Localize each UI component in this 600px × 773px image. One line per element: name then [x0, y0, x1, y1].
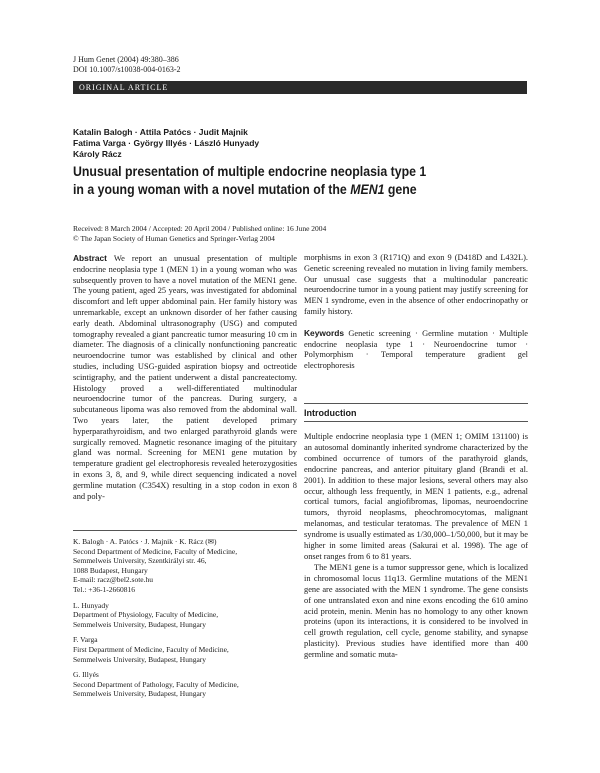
- introduction-heading: Introduction: [304, 408, 357, 418]
- affiliation: [73, 537, 297, 595]
- doi: DOI 10.1007/s10038-004-0163-2: [73, 65, 181, 74]
- affiliation-line: 1088 Budapest, Hungary: [73, 565, 148, 575]
- keywords-text: Genetic screening · Germline mutation · Multiple endocrine neoplasia type 1 · Neuroendocrine tumor · Polymorphism · Temporal temperature gradient gel electrophoresis: [304, 328, 528, 371]
- affiliation-phone: Tel.: +36-1-2660816: [73, 584, 136, 594]
- affiliation-line: Semmelweis University, Budapest, Hungary: [73, 689, 207, 699]
- keywords-label: Keywords: [304, 327, 345, 338]
- affiliation-email: E-mail: racz@bel2.sote.hu: [73, 575, 154, 585]
- affiliation-line: Second Department of Pathology, Faculty of Medicine,: [73, 679, 239, 689]
- introduction-paragraph: Multiple endocrine neoplasia type 1 (MEN 1; OMIM 131100) is an autosomal dominantly inherited syndrome characterized by the combined occurrence of tumors of the parathyroid glands, endocrine pancreas, and anterior pituitary gland (Brandi et al. 2001). In addition to these major lesions, several others may also occur, although less frequently, in MEN 1 patients, e.g., adrenal cortical tumors, facial angiofibromas, lipomas, neuroendocrine tumors, thyroid neoplasms, pheochromocytomas, malignant melanomas, and testicular teratomas. The prevalence of MEN 1 syndrome is usually estimated as 1/30,000–1/50,000, but it may be higher in some limited areas (Sakurai et al. 1998). The age of onset ranges from 6 to 81 years.: [304, 432, 528, 561]
- intro-bottom-rule: [304, 421, 528, 422]
- dates-line: Received: 8 March 2004 / Accepted: 20 April 2004 / Published online: 16 June 2004: [73, 224, 327, 233]
- title-gene: MEN1: [350, 181, 385, 197]
- affiliation-names: G. Illyés: [73, 670, 99, 680]
- introduction-paragraph: The MEN1 gene is a tumor suppressor gene, which is localized in chromosomal locus 11q13. Germline mutations of the MEN1 gene are associated with the MEN 1 syndrome. The gene consists of one untranslated exon and nine exons encoding the 610 amino acid protein, menin. Menin has no homology to any other known proteins (upon its interactions, it is considered to be involved in cell growth regulation, cell cycle, genome stability, and synapse plasticity). Previous studies have identified more than 400 germline and somatic muta-: [304, 562, 528, 660]
- abstract-text: We report an unusual presentation of multiple endocrine neoplasia type 1 (MEN 1) in a young woman who was subsequently proven to have a novel mutation of the MEN1 gene. The young patient, aged 25 years, was investigated for abdominal discomfort and left upper abdominal pain. Her family history was unremarkable, except an unknown disorder of her father causing early death. Abdominal ultrasonography (USG) and computed tomography revealed a giant pancreatic tumor measuring 10 cm in diameter. The diagnosis of a clinically nonfunctioning pancreatic neuroendocrine tumor was established by clinical and other studies, including USG-guided aspiration biopsy and octreotide scintigraphy, and the patient underwent a distal pancreatectomy. Histology proved a well-differentiated multinodular neuroendocrine tumor of the pancreas. During surgery, a subcutaneous lipoma was also removed from the abdominal wall. Two years later, the patient developed primary hyperparathyroidism, and two enlarged parathyroid glands were surgically removed. Magnetic resonance imaging of the pituitary gland was normal. Screening for MEN1 gene mutation by temperature gradient gel electrophoresis revealed heterozygosities in exons 3, 8, and 9, while direct sequencing indicated a novel germline mutation (C354X) resulting in a stop codon in exon 8 and poly-: [73, 254, 297, 501]
- article-type-banner: ORIGINAL ARTICLE: [73, 81, 527, 94]
- introduction-body: [304, 432, 528, 661]
- affiliation-divider: [73, 530, 297, 531]
- author-line: Katalin Balogh · Attila Patócs · Judit Majnik: [73, 127, 248, 137]
- affiliation-line: Department of Physiology, Faculty of Medicine,: [73, 610, 219, 620]
- article-title: [73, 162, 473, 198]
- publication-dates: [73, 224, 527, 244]
- affiliation-line: Semmelweis University, Budapest, Hungary: [73, 619, 207, 629]
- affiliation-names: K. Balogh · A. Patócs · J. Majnik · K. Rácz (✉): [73, 537, 217, 546]
- affiliation: [73, 635, 297, 664]
- title-line: Unusual presentation of multiple endocrine neoplasia type 1: [73, 163, 427, 179]
- author-line: Károly Rácz: [73, 149, 122, 159]
- abstract-label: Abstract: [73, 253, 107, 263]
- title-suffix: gene: [384, 181, 417, 197]
- affiliations: [73, 537, 297, 705]
- copyright-line: © The Japan Society of Human Genetics and Springer-Verlag 2004: [73, 234, 275, 243]
- affiliation-line: Second Department of Medicine, Faculty of Medicine,: [73, 546, 238, 556]
- affiliation-names: L. Hunyady: [73, 600, 109, 610]
- abstract-continuation: morphisms in exon 3 (R171Q) and exon 9 (D418D and L432L). Genetic screening revealed no mutation in living family members. Our unusual case suggests that a multinodular pancreatic neuroendocrine tumor in a young patient may justify screening for MEN 1 syndrome, even in the absence of other endocrinopathy or family history.: [304, 253, 528, 316]
- title-line: [73, 180, 473, 198]
- author-line: Fatima Varga · György Illyés · László Hunyady: [73, 138, 260, 148]
- journal-citation: J Hum Genet (2004) 49:380–386: [73, 55, 179, 64]
- affiliation: [73, 670, 297, 699]
- abstract-right-column: [304, 253, 528, 372]
- affiliation-line: Semmelweis University, Szentkirályi str. 46,: [73, 556, 207, 566]
- affiliation-line: First Department of Medicine, Faculty of Medicine,: [73, 644, 229, 654]
- title-prefix: in a young woman with a novel mutation of the: [73, 181, 351, 197]
- intro-top-rule: [304, 403, 528, 404]
- keywords: [304, 328, 528, 372]
- author-list: [73, 127, 527, 160]
- affiliation: [73, 601, 297, 630]
- affiliation-names: F. Varga: [73, 635, 98, 645]
- affiliation-line: Semmelweis University, Budapest, Hungary: [73, 654, 207, 664]
- journal-header: [73, 55, 181, 75]
- abstract-left-column: [73, 253, 297, 502]
